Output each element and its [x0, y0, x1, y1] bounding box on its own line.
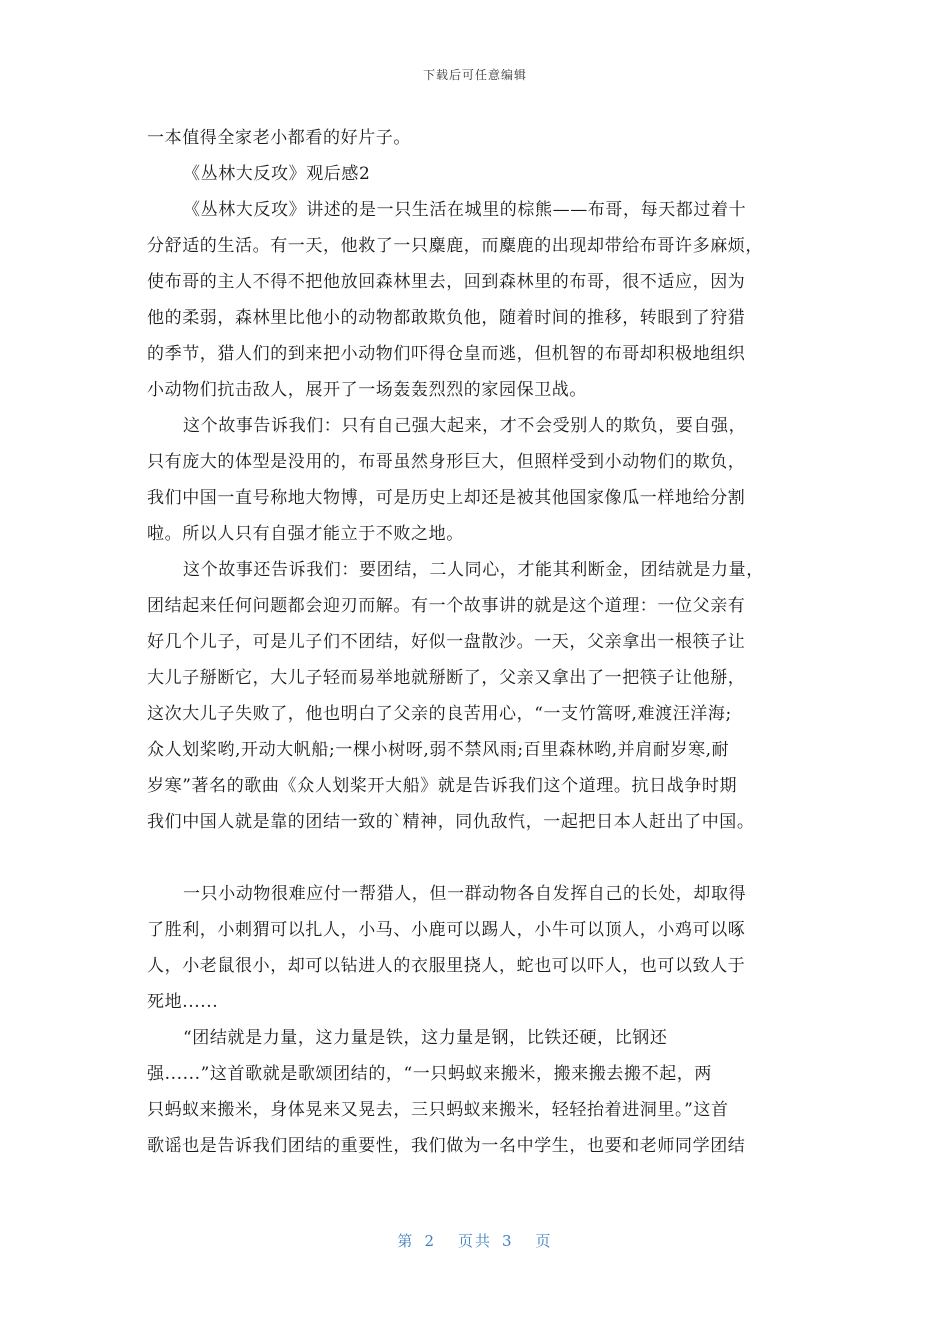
- text-line: 强......”这首歌就是歌颂团结的，“一只蚂蚁来搬米，搬来搬去搬不起，两: [147, 1064, 713, 1084]
- page-footer: [0, 1230, 950, 1251]
- text-line: “团结就是力量，这力量是铁，这力量是钢，比铁还硬，比钢还: [183, 1028, 668, 1048]
- text-line: 大儿子掰断它，大儿子轻而易举地就掰断了，父亲又拿出了一把筷子让他掰，: [147, 668, 746, 688]
- text-line: 岁寒”著名的歌曲《众人划桨开大船》就是告诉我们这个道理。抗日战争时期: [147, 776, 738, 796]
- document-body: [147, 120, 797, 1164]
- text-line: 只有庞大的体型是没用的，布哥虽然身形巨大，但照样受到小动物们的欺负，: [147, 452, 746, 472]
- paragraph-gap: [147, 840, 797, 876]
- text-line: 只蚂蚁来搬米，身体晃来又晃去，三只蚂蚁来搬米，轻轻抬着进洞里。”这首: [147, 1100, 729, 1120]
- footer-suffix: 页: [535, 1232, 553, 1250]
- footer-page-number: 2: [424, 1232, 436, 1250]
- text-line: 死地......: [147, 992, 219, 1012]
- text-line: 我们中国人就是靠的团结一致的`精神，同仇敌忾，一起把日本人赶出了中国。: [147, 812, 755, 832]
- text-line: 众人划桨哟,开动大帆船;一棵小树呀,弱不禁风雨;百里森林哟,并肩耐岁寒,耐: [147, 740, 730, 760]
- text-line: 好几个儿子，可是儿子们不团结，好似一盘散沙。一天，父亲拿出一根筷子让: [147, 632, 746, 652]
- text-line: 啦。所以人只有自强才能立于不败之地。: [147, 524, 464, 544]
- text-line: 使布哥的主人不得不把他放回森林里去，回到森林里的布哥，很不适应，因为: [147, 272, 746, 292]
- text-line: 《丛林大反攻》讲述的是一只生活在城里的棕熊——布哥，每天都过着十: [183, 200, 747, 220]
- page-header: 下载后可任意编辑: [422, 68, 527, 82]
- text-line: 他的柔弱，森林里比他小的动物都敢欺负他，随着时间的推移，转眼到了狩猎: [147, 308, 746, 328]
- text-line: 分舒适的生活。有一天，他救了一只麋鹿，而麋鹿的出现却带给布哥许多麻烦，: [147, 236, 763, 256]
- text-line: 了胜利，小刺猬可以扎人，小马、小鹿可以踢人，小牛可以顶人，小鸡可以啄: [147, 920, 746, 940]
- footer-total-pages: 3: [502, 1232, 514, 1250]
- text-line: 这个故事告诉我们：只有自己强大起来，才不会受别人的欺负，要自强，: [183, 416, 747, 436]
- text-line: 小动物们抗击敌人，展开了一场轰轰烈烈的家园保卫战。: [147, 380, 587, 400]
- text-line: 人，小老鼠很小，却可以钻进人的衣服里挠人，蛇也可以吓人，也可以致人于: [147, 956, 746, 976]
- text-line: 的季节，猎人们的到来把小动物们吓得仓皇而逃，但机智的布哥却积极地组织: [147, 344, 746, 364]
- text-line: 歌谣也是告诉我们团结的重要性，我们做为一名中学生，也要和老师同学团结: [147, 1136, 746, 1156]
- text-line: 团结起来任何问题都会迎刃而解。有一个故事讲的就是这个道理：一位父亲有: [147, 596, 746, 616]
- text-line: 一只小动物很难应付一帮猎人，但一群动物各自发挥自己的长处，却取得: [183, 884, 747, 904]
- footer-middle: 页共: [457, 1232, 492, 1250]
- text-line: 一本值得全家老小都看的好片子。: [147, 128, 411, 148]
- footer-prefix: 第: [397, 1232, 415, 1250]
- text-line: 这个故事还告诉我们：要团结，二人同心，才能其利断金，团结就是力量，: [183, 560, 764, 580]
- text-line: 我们中国一直号称地大物博，可是历史上却还是被其他国家像瓜一样地给分割: [147, 488, 746, 508]
- section-title: 《丛林大反攻》观后感2: [183, 164, 371, 184]
- text-line: 这次大儿子失败了，他也明白了父亲的良苦用心，“一支竹篙呀,难渡汪洋海;: [147, 704, 732, 724]
